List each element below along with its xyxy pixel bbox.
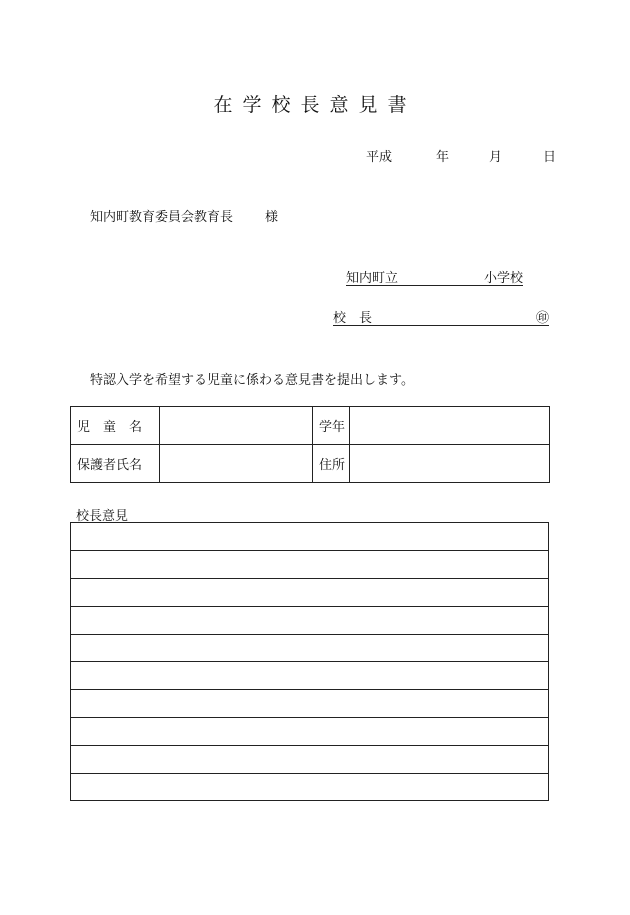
date-month-label: 月: [489, 150, 503, 165]
opinion-line[interactable]: [71, 718, 548, 746]
opinion-line[interactable]: [71, 607, 548, 635]
date-day-label: 日: [543, 150, 557, 165]
opinion-label: 校長意見: [76, 509, 129, 524]
address-label: 住所: [313, 445, 350, 483]
date-era: 平成: [366, 150, 393, 165]
opinion-line[interactable]: [71, 579, 548, 607]
table-row: [71, 445, 550, 483]
opinion-line[interactable]: [71, 635, 548, 663]
guardian-name-label: 保護者氏名: [71, 445, 160, 483]
statement-text: 特認入学を希望する児童に係わる意見書を提出します。: [90, 373, 414, 388]
seal-mark: ㊞: [535, 311, 549, 326]
child-name-label: 児 童 名: [71, 407, 160, 445]
grade-label: 学年: [313, 407, 350, 445]
grade-field[interactable]: [350, 407, 550, 445]
school-suffix: 小学校: [483, 271, 523, 286]
opinion-line[interactable]: [71, 690, 548, 718]
opinion-line[interactable]: [71, 774, 548, 802]
opinion-line[interactable]: [71, 523, 548, 551]
principal-label: 校 長: [333, 311, 373, 326]
address-field[interactable]: [350, 445, 550, 483]
opinion-line[interactable]: [71, 662, 548, 690]
opinion-line[interactable]: [71, 746, 548, 774]
date-year-label: 年: [436, 150, 450, 165]
table-row: [71, 407, 550, 445]
addressee-honorific: 様: [265, 210, 279, 225]
principal-signature-line: [333, 307, 549, 326]
opinion-lines-box[interactable]: [70, 522, 549, 801]
school-name-line: [346, 267, 523, 286]
child-name-field[interactable]: [160, 407, 313, 445]
document-title: 在学校長意見書: [213, 94, 417, 116]
school-prefix: 知内町立: [346, 271, 399, 286]
addressee-name: 知内町教育委員会教育長: [90, 210, 234, 225]
opinion-line[interactable]: [71, 551, 548, 579]
child-info-table: [70, 406, 550, 483]
guardian-name-field[interactable]: [160, 445, 313, 483]
